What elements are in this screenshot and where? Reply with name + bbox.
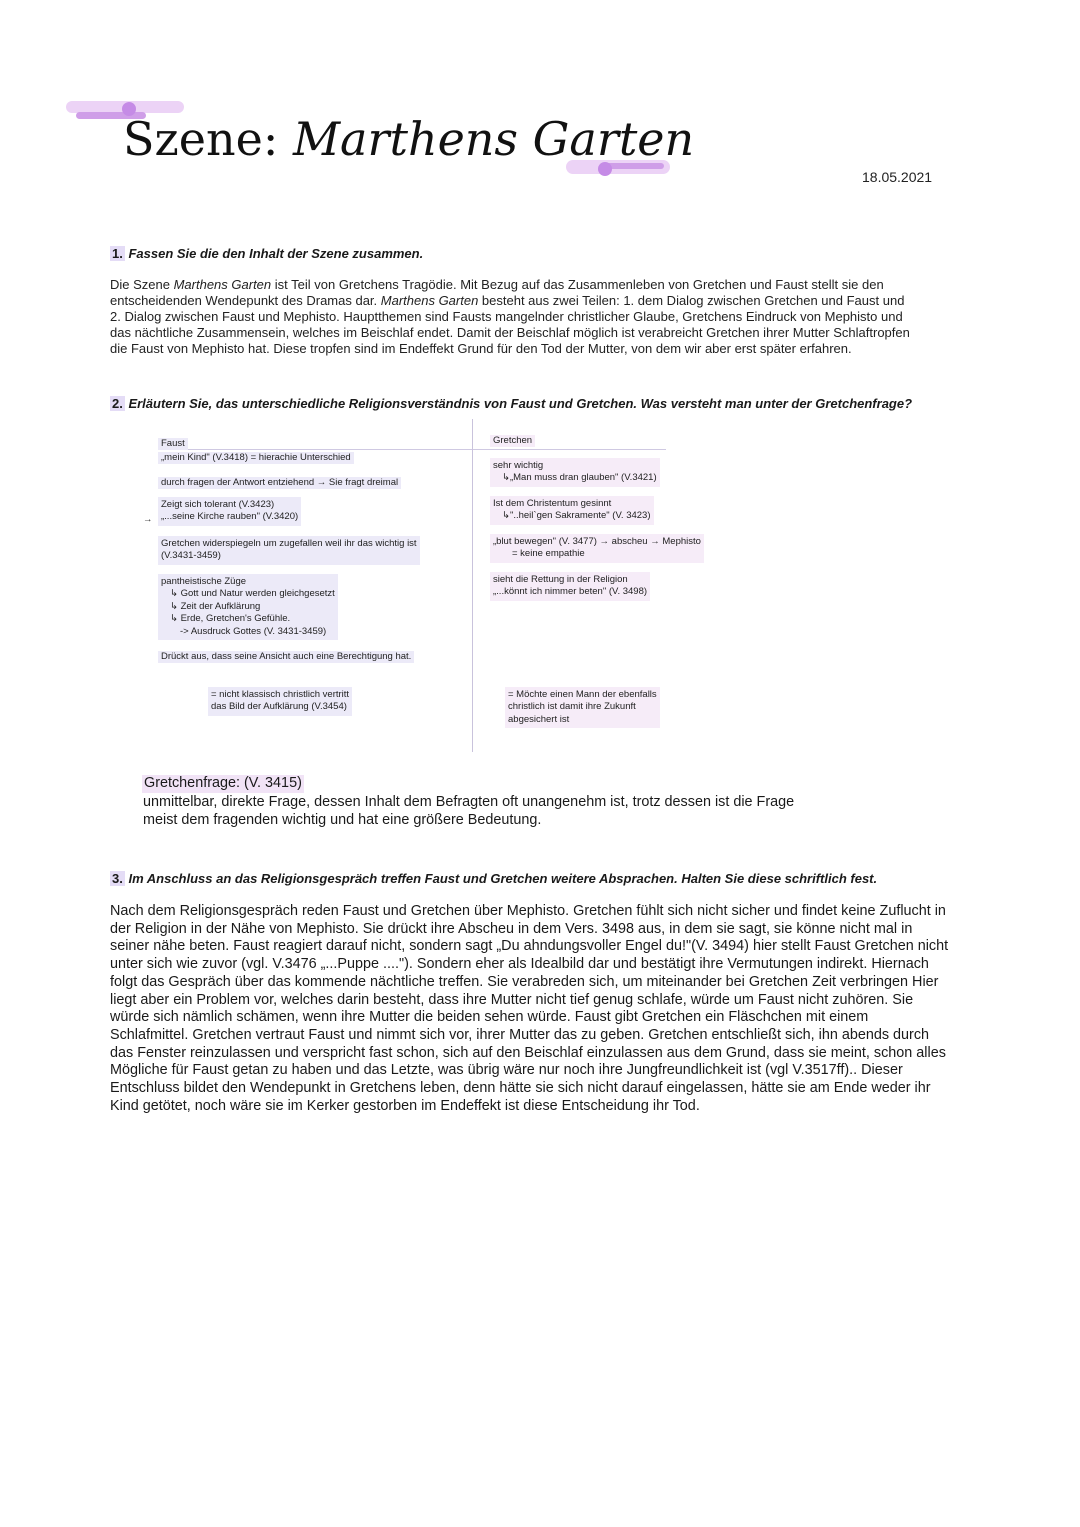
faust-note: ↳ Zeit der Aufklärung xyxy=(170,600,261,612)
faust-note-group xyxy=(158,536,420,565)
faust-note: Zeigt sich tolerant (V.3423) xyxy=(161,499,275,510)
gretchen-note: christlich ist damit ihre Zukunft xyxy=(508,701,636,713)
gretchen-note-group xyxy=(490,496,654,525)
table-divider-horizontal xyxy=(158,449,472,450)
gretchen-note: = keine empathie xyxy=(512,548,585,560)
faust-note: Drückt aus, dass seine Ansicht auch eine Berechtigung hat. xyxy=(158,651,414,663)
answer-3-paragraph: Nach dem Religionsgespräch reden Faust und Gretchen über Mephisto. Gretchen fühlt sich nicht sicher und findet keine Zuflucht in der Religion in der Nähe von Mephisto. Sie drückt ihre Abscheu in dem Vers. 3498 aus, in dem sie sagt, sie könne nicht mal in seiner nähe beten. Faust reagiert darauf nicht, sondern sagt „Du ahndungsvoller Engel du!"(V. 3494) hier stellt Faust Gretchen nicht unter sich wie zuvor (vgl. V.3476 „...Puppe ...."). Sondern eher als Idealbild dar und bestätigt ihre Vermutungen indirekt. Hiernach folgt das Gespräch über das kommende nächtliche treffen. Sie verabreden sich, um miteinander bei Gretchen Zeit verbringen Hier liegt aber ein Problem vor, welches darin besteht, dass ihre Mutter nicht tief genug schlafe, würde um Faust nicht zuhören. Sie würde sich nämlich schämen, wenn ihre Mutter die beiden sehen würde. Faust gibt Gretchen ein Fläschchen mit einem Schlafmittel. Gretchen vertraut Faust und nimmt sich vor, ihrer Mutter das zu geben. Gretchen entschließt sich, ihn abends durch das Fenster reinzulassen und verspricht fast schon, sich auf den Beischlaf einzulassen aus dem Grund, dass sie meint, schon alles Mögliche für Faust getan zu haben und das Letzte, was übrig wäre nur noch ihre Jungfreundlichkeit ist (vgl V.3517ff).. Dieser Entschluss bildet den Wendepunkt in Gretchens leben, denn hätte sie sich nicht darauf eingelassen, hätte sie am Ende weder ihr Kind getötet, noch wäre sie im Kerker gestorben im Endeffekt ist diese Entscheidung ihr Tod. xyxy=(110,903,949,1114)
gretchen-column-header: Gretchen xyxy=(490,435,535,447)
faust-note: „mein Kind" (V.3418) = hierachie Unterschied xyxy=(158,452,354,464)
faust-note: ↳ Erde, Gretchen's Gefühle. xyxy=(170,613,291,625)
gretchen-note-group xyxy=(490,572,650,601)
faust-note: das Bild der Aufklärung (V.3454) xyxy=(211,701,347,713)
faust-conclusion xyxy=(208,687,352,716)
question-2 xyxy=(110,396,912,411)
gretchen-note: = Möchte einen Mann der ebenfalls xyxy=(508,689,657,700)
title-italic: Marthens Garten xyxy=(292,112,695,166)
table-divider-horizontal xyxy=(473,449,666,450)
question-3 xyxy=(110,871,877,886)
faust-note: (V.3431-3459) xyxy=(161,550,221,562)
gretchen-note-group xyxy=(490,534,704,563)
date: 18.05.2021 xyxy=(862,169,933,185)
gretchen-note: ↳„Man muss dran glauben" (V.3421) xyxy=(502,472,657,484)
gretchenfrage-label: Gretchenfrage: (V. 3415) xyxy=(144,775,302,791)
question-number: 2. xyxy=(112,396,123,411)
question-text: Erläutern Sie, das unterschiedliche Religionsverständnis von Faust und Gretchen. Was versteht man unter der Gretchenfrage? xyxy=(124,396,913,411)
gretchenfrage-definition: unmittelbar, direkte Frage, dessen Inhalt dem Befragten oft unangenehm ist, trotz dessen ist die Frage meist dem fragenden wichtig und hat eine größere Bedeutung. xyxy=(143,794,795,828)
page-title xyxy=(123,112,694,166)
gretchen-conclusion xyxy=(505,687,660,728)
text-run: ist Teil von Gretchens Tragödie. Mit Bezug auf das Zusammenleben von Gretchen und Faust stellt sie den entscheidenden Wendepunkt des Dramas dar. xyxy=(110,277,884,308)
text-run: Die Szene xyxy=(110,277,174,292)
gretchen-note: sehr wichtig xyxy=(493,460,544,471)
answer-1-paragraph xyxy=(110,277,910,357)
faust-note: -> Ausdruck Gottes (V. 3431-3459) xyxy=(180,625,327,637)
faust-note: Gretchen widerspiegeln um zugefallen weil ihr das wichtig ist xyxy=(161,538,417,549)
faust-note: durch fragen der Antwort entziehend → Sie fragt dreimal xyxy=(158,477,401,489)
question-number: 1. xyxy=(112,246,123,261)
gretchen-note: abgesichert ist xyxy=(508,713,570,725)
arrow-icon: → xyxy=(143,514,153,525)
gretchen-note: ↳"..heil`gen Sakramente" (V. 3423) xyxy=(502,510,651,522)
text-run-italic: Marthens Garten xyxy=(173,277,272,292)
faust-note-group xyxy=(158,574,338,640)
faust-note: „...seine Kirche rauben" (V.3420) xyxy=(161,511,299,523)
text-run: besteht aus zwei Teilen: 1. dem Dialog zwischen Gretchen und Faust und 2. Dialog zwischen Faust und Mephisto. Hauptthemen sind Fausts mangelnder christlicher Glaube, Gretchens Eindruck von Mephisto und das nächtliche Zusammensein, welches im Beischlaf endet. Damit der Beischlaf möglich ist verabreicht Gretchen ihrer Mutter Schlaftropfen die Faust von Mephisto hat. Diese tropfen sind im Endeffekt Grund für den Tod der Mutter, von dem wir aber erst später erfahren. xyxy=(110,293,910,356)
faust-column-header: Faust xyxy=(158,438,188,450)
question-1 xyxy=(110,246,423,261)
question-text: Im Anschluss an das Religionsgespräch treffen Faust und Gretchen weitere Absprachen. Halten Sie diese schriftlich fest. xyxy=(124,871,878,886)
question-text: Fassen Sie die den Inhalt der Szene zusammen. xyxy=(124,246,424,261)
text-run-italic: Marthens Garten xyxy=(380,293,479,308)
faust-note-group xyxy=(158,497,301,526)
gretchen-note: „blut bewegen" (V. 3477) → abscheu → Mephisto xyxy=(493,536,701,547)
gretchen-note: Ist dem Christentum gesinnt xyxy=(493,498,612,509)
gretchen-note: „...könnt ich nimmer beten" (V. 3498) xyxy=(493,586,648,598)
faust-note: ↳ Gott und Natur werden gleichgesetzt xyxy=(170,588,335,600)
faust-note: pantheistische Züge xyxy=(161,576,247,587)
gretchen-note: sieht die Rettung in der Religion xyxy=(493,574,628,585)
title-plain: Szene: xyxy=(123,112,293,166)
question-number: 3. xyxy=(112,871,123,886)
table-divider-vertical xyxy=(472,419,473,752)
faust-note: = nicht klassisch christlich vertritt xyxy=(211,689,350,700)
gretchen-note-group xyxy=(490,458,660,487)
